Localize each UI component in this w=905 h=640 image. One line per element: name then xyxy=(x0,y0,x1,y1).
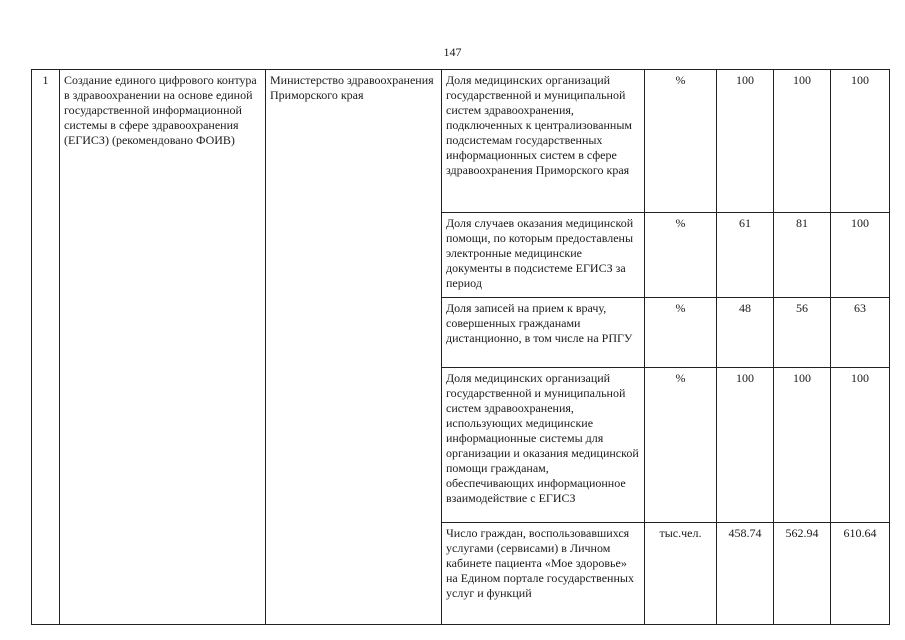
indicator-name-cell: Число граждан, воспользовавшихся услугами (сервисами) в Личном кабинете пациента «Мое здоровье» на Едином портале государственных услуг и функций xyxy=(442,523,645,625)
indicator-value-2-cell: 562.94 xyxy=(774,523,831,625)
indicator-value-2-cell: 100 xyxy=(774,70,831,213)
indicator-unit-cell: % xyxy=(645,298,717,368)
indicator-name-cell: Доля медицинских организаций государственной и муниципальной систем здравоохранения, использующих медицинские информационные системы для организации и оказания медицинской помощи гражданам, обеспечивающих информационное взаимодействие с ЕГИСЗ xyxy=(442,368,645,523)
indicator-unit-cell: % xyxy=(645,368,717,523)
indicator-value-2-cell: 56 xyxy=(774,298,831,368)
indicator-unit-cell: тыс.чел. xyxy=(645,523,717,625)
executor-cell: Министерство здравоохранения Приморского края xyxy=(266,70,442,625)
indicator-value-1-cell: 100 xyxy=(717,70,774,213)
indicator-value-3-cell: 100 xyxy=(831,368,890,523)
indicator-value-1-cell: 100 xyxy=(717,368,774,523)
indicator-value-1-cell: 61 xyxy=(717,213,774,298)
measures-table xyxy=(31,69,890,625)
indicator-value-2-cell: 81 xyxy=(774,213,831,298)
page-number: 147 xyxy=(443,45,462,59)
indicator-value-3-cell: 610.64 xyxy=(831,523,890,625)
indicator-value-3-cell: 63 xyxy=(831,298,890,368)
indicator-value-3-cell: 100 xyxy=(831,213,890,298)
row-number-cell: 1 xyxy=(32,70,60,625)
indicator-value-3-cell: 100 xyxy=(831,70,890,213)
indicator-value-1-cell: 48 xyxy=(717,298,774,368)
indicator-value-2-cell: 100 xyxy=(774,368,831,523)
indicator-unit-cell: % xyxy=(645,70,717,213)
measure-cell: Создание единого цифрового контура в здравоохранении на основе единой государственной информационной системы в сфере здравоохранения (ЕГИСЗ) (рекомендовано ФОИВ) xyxy=(60,70,266,625)
indicator-name-cell: Доля случаев оказания медицинской помощи, по которым предоставлены электронные медицинские документы в подсистеме ЕГИСЗ за период xyxy=(442,213,645,298)
indicator-unit-cell: % xyxy=(645,213,717,298)
indicator-value-1-cell: 458.74 xyxy=(717,523,774,625)
table-row xyxy=(32,70,890,213)
indicator-name-cell: Доля медицинских организаций государственной и муниципальной систем здравоохранения, подключенных к централизованным подсистемам государственных информационных систем в сфере здравоохранения Приморского края xyxy=(442,70,645,213)
indicator-name-cell: Доля записей на прием к врачу, совершенных гражданами дистанционно, в том числе на РПГУ xyxy=(442,298,645,368)
